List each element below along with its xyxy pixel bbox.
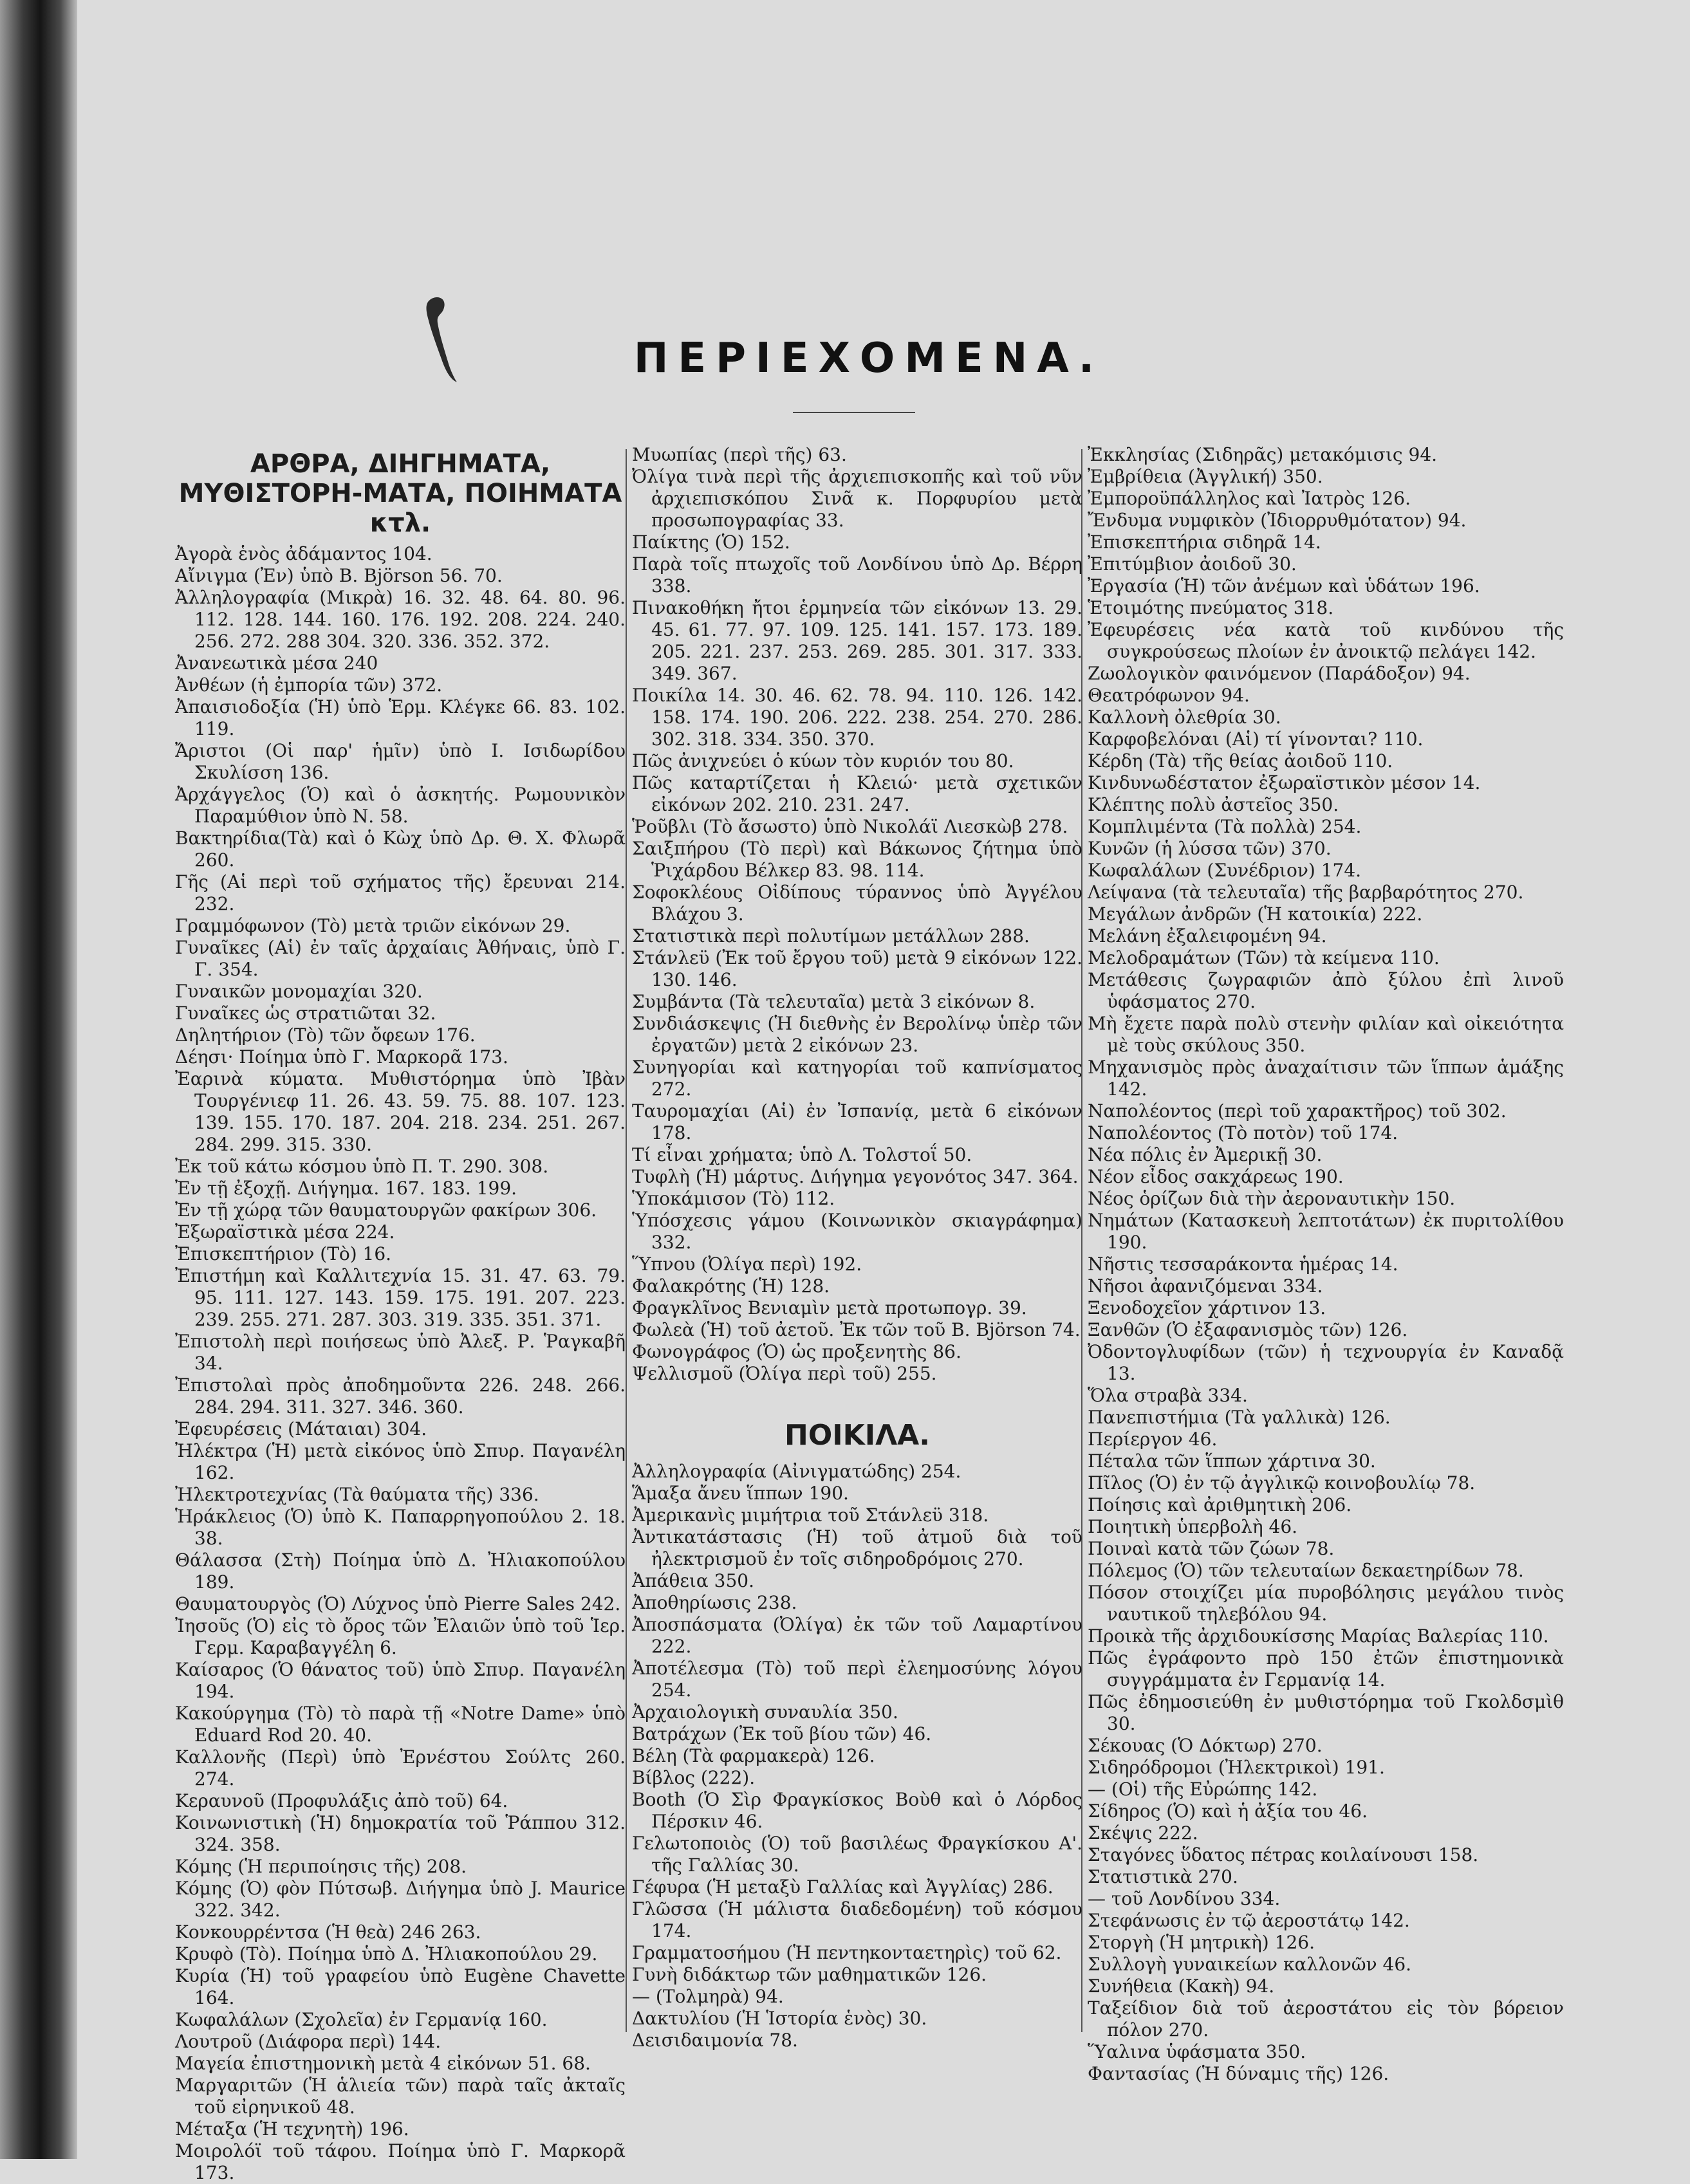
index-entry: Νῆσοι ἀφανιζόμεναι 334.: [1088, 1275, 1323, 1297]
index-entry: Βακτηρίδια(Τὰ) καὶ ὁ Κὼχ ὑπὸ Δρ. Θ. Χ. Φλωρᾶ 260.: [175, 828, 626, 871]
index-entry: Πῶς ἐδημοσιεύθη ἐν μυθιστόρημα τοῦ Γκολδσμὶθ 30.: [1088, 1691, 1564, 1734]
index-entry: Δέησι· Ποίημα ὑπὸ Γ. Μαρκορᾶ 173.: [175, 1046, 508, 1068]
index-entry: Κακούργημα (Τὸ) τὸ παρὰ τῇ «Notre Dame» ὑπὸ Eduard Rod 20. 40.: [175, 1703, 626, 1746]
index-entry: — (Τολμηρὰ) 94.: [632, 1986, 784, 2007]
page-title: ΠΕΡΙΕΧΟΜΕΝΑ.: [633, 335, 1104, 382]
ink-blot-mark: [418, 295, 463, 385]
index-entry: Ἐκ τοῦ κάτω κόσμου ὑπὸ Π. Τ. 290. 308.: [175, 1156, 549, 1177]
index-entry: Ἐμποροϋπάλληλος καὶ Ἰατρὸς 126.: [1088, 488, 1411, 509]
index-entry: Φραγκλῖνος Βενιαμὶν μετὰ προτωπογρ. 39.: [632, 1297, 1027, 1319]
index-entry: Ζωολογικὸν φαινόμενον (Παράδοξον) 94.: [1088, 663, 1471, 684]
index-entry: Παίκτης (Ὁ) 152.: [632, 532, 790, 553]
index-entry: — (Οἱ) τῆς Εὐρώπης 142.: [1088, 1779, 1318, 1800]
index-entry: Ἄριστοι (Οἱ παρ' ἡμῖν) ὑπὸ Ι. Ισιδωρίδου Σκυλίσση 136.: [175, 740, 626, 783]
index-entry: Νῆστις τεσσαράκοντα ἡμέρας 14.: [1088, 1254, 1398, 1275]
index-entry: Ἑτοιμότης πνεύματος 318.: [1088, 597, 1334, 618]
index-entry: Γυναικῶν μονομαχίαι 320.: [175, 981, 423, 1002]
index-entry: Συμβάντα (Τὰ τελευταῖα) μετὰ 3 εἰκόνων 8.: [632, 991, 1035, 1012]
column-2: [632, 444, 1082, 2051]
index-entry: Κινδυνωδέστατον ἐξωραϊστικὸν μέσον 14.: [1088, 772, 1481, 793]
index-entry: Στάνλεϋ (Ἐκ τοῦ ἔργου τοῦ) μετὰ 9 εἰκόνων 122. 130. 146.: [632, 947, 1082, 990]
index-entry: Κομπλιμέντα (Τὰ πολλὰ) 254.: [1088, 816, 1362, 837]
index-entry: Ἠλέκτρα (Ἡ) μετὰ εἰκόνος ὑπὸ Σπυρ. Παγανέλη 162.: [175, 1440, 626, 1483]
entry-list: [632, 444, 1082, 1385]
index-entry: Συνήθεια (Κακὴ) 94.: [1088, 1976, 1275, 1997]
index-entry: Ἀποσπάσματα (Ὀλίγα) ἐκ τῶν τοῦ Λαμαρτίνου 222.: [632, 1614, 1082, 1657]
index-entry: Προικὰ τῆς ἀρχιδουκίσσης Μαρίας Βαλερίας 110.: [1088, 1625, 1549, 1647]
index-entry: Ὑπόσχεσις γάμου (Κοινωνικὸν σκιαγράφημα) 332.: [632, 1210, 1082, 1253]
index-entry: Δηλητήριον (Τὸ) τῶν ὄφεων 176.: [175, 1024, 476, 1046]
index-entry: Ἐπιστολαὶ πρὸς ἀποδημοῦντα 226. 248. 266. 284. 294. 311. 327. 346. 360.: [175, 1374, 626, 1418]
index-entry: Λουτροῦ (Διάφορα περὶ) 144.: [175, 2031, 441, 2052]
index-entry: Ἀποτέλεσμα (Τὸ) τοῦ περὶ ἐλεημοσύνης λόγου 254.: [632, 1658, 1082, 1701]
index-entry: Ἀνθέων (ἡ ἐμπορία τῶν) 372.: [175, 674, 443, 696]
index-entry: Ψελλισμοῦ (Ὀλίγα περὶ τοῦ) 255.: [632, 1363, 937, 1384]
index-entry: Ὅλα στραβὰ 334.: [1088, 1385, 1248, 1406]
index-entry: Φαντασίας (Ἡ δύναμις τῆς) 126.: [1088, 2063, 1389, 2084]
index-entry: Ὕπνου (Ὀλίγα περὶ) 192.: [632, 1254, 862, 1275]
index-entry: Μοιρολόϊ τοῦ τάφου. Ποίημα ὑπὸ Γ. Μαρκορᾶ 173.: [175, 2140, 626, 2183]
index-entry: Ξενοδοχεῖον χάρτινον 13.: [1088, 1297, 1326, 1319]
index-entry: Μαγεία ἐπιστημονικὴ μετὰ 4 εἰκόνων 51. 68.: [175, 2053, 591, 2074]
column-3: [1088, 444, 1564, 2085]
index-entry: Μετάθεσις ζωγραφιῶν ἀπὸ ξύλου ἐπὶ λινοῦ ὑφάσματος 270.: [1088, 969, 1564, 1012]
index-entry: Ἀλληλογραφία (Αἰνιγματώδης) 254.: [632, 1461, 961, 1482]
index-entry: Γυνὴ διδάκτωρ τῶν μαθηματικῶν 126.: [632, 1964, 987, 1985]
index-entry: Νέα πόλις ἐν Ἀμερικῇ 30.: [1088, 1144, 1323, 1165]
index-entry: Μεγάλων ἀνδρῶν (Ἡ κατοικία) 222.: [1088, 903, 1423, 925]
index-entry: Στατιστικὰ 270.: [1088, 1866, 1238, 1887]
index-entry: Ἐπισκεπτήριον (Τὸ) 16.: [175, 1243, 392, 1264]
index-entry: Βατράχων (Ἐκ τοῦ βίου τῶν) 46.: [632, 1723, 932, 1744]
index-entry: Ποίησις καὶ ἀριθμητικὴ 206.: [1088, 1494, 1352, 1515]
index-entry: Νέος ὁρίζων διὰ τὴν ἀεροναυτικὴν 150.: [1088, 1188, 1456, 1209]
entry-list: [632, 1461, 1082, 2051]
index-entry: Ἔνδυμα νυμφικὸν (Ἰδιορρυθμότατον) 94.: [1088, 510, 1467, 531]
index-entry: Γυναῖκες ὡς στρατιῶται 32.: [175, 1003, 436, 1024]
index-entry: Αἴνιγμα (Ἐν) ὑπὸ Β. Björson 56. 70.: [175, 565, 503, 586]
index-entry: Πῶς ἐγράφοντο πρὸ 150 ἐτῶν ἐπιστημονικὰ συγγράμματα ἐν Γερμανίᾳ 14.: [1088, 1647, 1564, 1690]
index-entry: Ταξείδιον διὰ τοῦ ἀεροστάτου εἰς τὸν βόρειον πόλον 270.: [1088, 1997, 1564, 2041]
index-entry: Μελάνη ἐξαλειφομένη 94.: [1088, 925, 1327, 947]
index-entry: Καλλονῆς (Περὶ) ὑπὸ Ἐρνέστου Σούλτς 260. 274.: [175, 1746, 626, 1790]
index-entry: Ἀπαισιοδοξία (Ἡ) ὑπὸ Ἑρμ. Κλέγκε 66. 83. 102. 119.: [175, 696, 626, 739]
index-entry: Πόλεμος (Ὁ) τῶν τελευταίων δεκαετηρίδων 78.: [1088, 1560, 1524, 1581]
index-entry: Φαλακρότης (Ἡ) 128.: [632, 1275, 830, 1297]
index-entry: Ὑποκάμισον (Τὸ) 112.: [632, 1188, 835, 1209]
index-entry: Παρὰ τοῖς πτωχοῖς τοῦ Λονδίνου ὑπὸ Δρ. Βέρρη 338.: [632, 553, 1082, 597]
index-entry: Ἰησοῦς (Ὁ) εἰς τὸ ὄρος τῶν Ἐλαιῶν ὑπὸ τοῦ Ἱερ. Γερμ. Καραβαγγέλη 6.: [175, 1615, 626, 1658]
index-entry: Ἀμερικανὶς μιμήτρια τοῦ Στάνλεϋ 318.: [632, 1504, 989, 1526]
index-entry: Κλέπτης πολὺ ἀστεῖος 350.: [1088, 794, 1339, 815]
index-entry: Καλλονὴ ὀλεθρία 30.: [1088, 707, 1281, 728]
index-entry: Κρυφὸ (Τὸ). Ποίημα ὑπὸ Δ. Ἠλιακοπούλου 29.: [175, 1943, 598, 1965]
index-entry: Λείψανα (τὰ τελευταῖα) τῆς βαρβαρότητος 270.: [1088, 882, 1524, 903]
section-heading-miscellany: ΠΟΙΚΙΛΑ.: [785, 1419, 930, 1452]
index-entry: Πινακοθήκη ἤτοι ἑρμηνεία τῶν εἰκόνων 13. 29. 45. 61. 77. 97. 109. 125. 141. 157. 173. 189. 205. 221. 237. 253. 269. 285. 301. 317. 333. 349. 367.: [632, 597, 1082, 684]
index-entry: Τί εἶναι χρήματα; ὑπὸ Λ. Τολστοΐ 50.: [632, 1144, 972, 1165]
index-entry: Ἀπάθεια 350.: [632, 1570, 755, 1591]
index-entry: Κεραυνοῦ (Προφυλάξις ἀπὸ τοῦ) 64.: [175, 1790, 508, 1811]
index-entry: Πῶς καταρτίζεται ἡ Κλειώ· μετὰ σχετικῶν εἰκόνων 202. 210. 231. 247.: [632, 772, 1082, 815]
book-spine-shadow: [0, 0, 77, 2159]
index-entry: Βίβλος (222).: [632, 1767, 756, 1788]
index-entry: Ἐν τῇ ἐξοχῇ. Διήγημα. 167. 183. 199.: [175, 1178, 517, 1199]
index-entry: Ἀλληλογραφία (Μικρὰ) 16. 32. 48. 64. 80. 96. 112. 128. 144. 160. 176. 192. 208. 224. 240. 256. 272. 288 304. 320. 336. 352. 372.: [175, 587, 626, 652]
index-entry: Ἐμβρίθεια (Ἀγγλική) 350.: [1088, 466, 1323, 487]
index-entry: Στατιστικὰ περὶ πολυτίμων μετάλλων 288.: [632, 925, 1030, 947]
index-entry: Ἅμαξα ἄνευ ἵππων 190.: [632, 1483, 849, 1504]
index-entry: Δακτυλίου (Ἡ Ἱστορία ἑνὸς) 30.: [632, 2008, 927, 2029]
index-entry: Ὀδοντογλυφίδων (τῶν) ἡ τεχνουργία ἐν Καναδᾷ 13.: [1088, 1341, 1564, 1384]
index-entry: Γραμματοσήμου (Ἡ πεντηκονταετηρὶς) τοῦ 62.: [632, 1942, 1062, 1963]
index-entry: Στοργὴ (Ἡ μητρικὴ) 126.: [1088, 1932, 1315, 1953]
index-entry: Ναπολέοντος (Τὸ ποτὸν) τοῦ 174.: [1088, 1122, 1398, 1143]
index-entry: Κόμης (Ὁ) φὸν Πύτσωβ. Διήγημα ὑπὸ J. Maurice 322. 342.: [175, 1878, 626, 1921]
index-entry: Κοινωνιστικὴ (Ἡ) δημοκρατία τοῦ Ῥάππου 312. 324. 358.: [175, 1812, 626, 1855]
index-entry: Θαυματουργὸς (Ὁ) Λύχνος ὑπὸ Pierre Sales 242.: [175, 1593, 621, 1615]
index-entry: Πέταλα τῶν ἵππων χάρτινα 30.: [1088, 1450, 1376, 1472]
index-entry: Ποικίλα 14. 30. 46. 62. 78. 94. 110. 126. 142. 158. 174. 190. 206. 222. 238. 254. 270. 286. 302. 318. 334. 350. 370.: [632, 685, 1082, 750]
index-entry: Ταυρομαχίαι (Αἱ) ἐν Ἰσπανίᾳ, μετὰ 6 εἰκόνων 178.: [632, 1100, 1082, 1143]
index-entry: Ἀνανεωτικὰ μέσα 240: [175, 652, 378, 674]
index-entry: Ἐργασία (Ἡ) τῶν ἀνέμων καὶ ὑδάτων 196.: [1088, 575, 1480, 597]
index-entry: Ὀλίγα τινὰ περὶ τῆς ἀρχιεπισκοπῆς καὶ τοῦ νῦν ἀρχιεπισκόπου Σινᾶ κ. Πορφυρίου μετὰ προσωπογραφίας 33.: [632, 466, 1082, 531]
index-entry: Ἐπισκεπτήρια σιδηρᾶ 14.: [1088, 532, 1321, 553]
index-entry: Συνδιάσκεψις (Ἡ διεθνὴς ἐν Βερολίνῳ ὑπὲρ τῶν ἐργατῶν) μετὰ 2 εἰκόνων 23.: [632, 1013, 1082, 1056]
index-entry: Ἐαρινὰ κύματα. Μυθιστόρημα ὑπὸ Ἰβὰν Τουργένιεφ 11. 26. 43. 59. 75. 88. 107. 123. 139. 155. 170. 187. 204. 218. 234. 251. 267. 284. 299. 315. 330.: [175, 1068, 626, 1155]
index-entry: Νημάτων (Κατασκευὴ λεπτοτάτων) ἐκ πυριτολίθου 190.: [1088, 1210, 1564, 1253]
index-entry: Ἀρχαιολογικὴ συναυλία 350.: [632, 1701, 898, 1723]
index-entry: Ἐπιστήμη καὶ Καλλιτεχνία 15. 31. 47. 63. 79. 95. 111. 127. 143. 159. 175. 191. 207. 223. 239. 255. 271. 287. 303. 319. 335. 351. 371.: [175, 1265, 626, 1330]
index-entry: Συλλογὴ γυναικείων καλλονῶν 46.: [1088, 1954, 1412, 1975]
index-entry: Γελωτοποιὸς (Ὁ) τοῦ βασιλέως Φραγκίσκου Α'. τῆς Γαλλίας 30.: [632, 1833, 1082, 1876]
index-entry: Γραμμόφωνον (Τὸ) μετὰ τριῶν εἰκόνων 29.: [175, 915, 571, 936]
index-entry: Booth (Ὁ Σὶρ Φραγκίσκος Βοὺθ καὶ ὁ Λόρδος Πέρσκιν 46.: [632, 1789, 1082, 1832]
index-entry: Ἐκκλησίας (Σιδηρᾶς) μετακόμισις 94.: [1088, 444, 1438, 465]
index-entry: Ἀντικατάστασις (Ἡ) τοῦ ἀτμοῦ διὰ τοῦ ἠλεκτρισμοῦ ἐν τοῖς σιδηροδρόμοις 270.: [632, 1526, 1082, 1569]
index-entry: Θεατρόφωνον 94.: [1088, 685, 1250, 706]
entry-list: [175, 543, 626, 2184]
index-entry: Ποιητικὴ ὑπερβολὴ 46.: [1088, 1516, 1298, 1537]
index-entry: Μέταξα (Ἡ τεχνητὴ) 196.: [175, 2118, 409, 2140]
index-entry: Πόσον στοιχίζει μία πυροβόλησις μεγάλου τινὸς ναυτικοῦ τηλεβόλου 94.: [1088, 1582, 1564, 1625]
index-entry: Κέρδη (Τὰ) τῆς θείας ἀοιδοῦ 110.: [1088, 750, 1393, 772]
index-entry: Βέλη (Τὰ φαρμακερὰ) 126.: [632, 1745, 875, 1766]
title-rule: [793, 412, 915, 413]
index-entry: Ὕαλινα ὑφάσματα 350.: [1088, 2041, 1306, 2062]
index-entry: Ποιναὶ κατὰ τῶν ζώων 78.: [1088, 1538, 1335, 1559]
index-entry: Γλῶσσα (Ἡ μάλιστα διαδεδομένη) τοῦ κόσμου 174.: [632, 1898, 1082, 1941]
index-entry: Κόμης (Ἡ περιποίησις τῆς) 208.: [175, 1856, 467, 1877]
index-entry: Γῆς (Αἱ περὶ τοῦ σχήματος τῆς) ἔρευναι 214. 232.: [175, 871, 626, 914]
index-entry: Δεισιδαιμονία 78.: [632, 2030, 798, 2051]
entry-list: [1088, 444, 1564, 2085]
index-entry: Ῥοῦβλι (Τὸ ἄσωστο) ὑπὸ Νικολάϊ Λιεσκὼβ 278.: [632, 816, 1068, 837]
index-entry: Πῶς ἀνιχνεύει ὁ κύων τὸν κυριόν του 80.: [632, 750, 1014, 772]
index-entry: Κυνῶν (ἡ λύσσα τῶν) 370.: [1088, 838, 1332, 859]
index-entry: Ἀρχάγγελος (Ὁ) καὶ ὁ ἀσκητής. Ρωμουνικὸν Παραμύθιον ὑπὸ Ν. 58.: [175, 784, 626, 827]
index-entry: Φωνογράφος (Ὁ) ὡς προξενητὴς 86.: [632, 1341, 961, 1362]
index-entry: Ἐφευρέσεις (Μάταιαι) 304.: [175, 1418, 427, 1439]
column-1: [175, 444, 626, 2184]
index-entry: Σέκουας (Ὁ Δόκτωρ) 270.: [1088, 1735, 1323, 1756]
index-entry: Μυωπίας (περὶ τῆς) 63.: [632, 444, 847, 465]
index-entry: Νέον εἶδος σακχάρεως 190.: [1088, 1166, 1344, 1187]
index-entry: Περίεργον 46.: [1088, 1429, 1218, 1450]
index-entry: Καρφοβελόναι (Αἱ) τί γίνονται? 110.: [1088, 728, 1424, 750]
index-entry: Ἐφευρέσεις νέα κατὰ τοῦ κινδύνου τῆς συγκρούσεως πλοίων ἐν ἀνοικτῷ πελάγει 142.: [1088, 619, 1564, 662]
index-entry: Κυρία (Ἡ) τοῦ γραφείου ὑπὸ Eugène Chavette 164.: [175, 1965, 626, 2008]
index-entry: Ἐπιστολὴ περὶ ποιήσεως ὑπὸ Ἀλεξ. Ρ. Ῥαγκαβῆ 34.: [175, 1331, 626, 1374]
index-entry: Γυναῖκες (Αἱ) ἐν ταῖς ἀρχαίαις Ἀθήναις, ὑπὸ Γ. Γ. 354.: [175, 937, 626, 980]
index-entry: Τυφλὴ (Ἡ) μάρτυς. Διήγημα γεγονότος 347. 364.: [632, 1166, 1079, 1187]
index-entry: Ἐπιτύμβιον ἀοιδοῦ 30.: [1088, 553, 1297, 575]
column-divider: [626, 449, 627, 2032]
index-entry: Ἠλεκτροτεχνίας (Τὰ θαύματα τῆς) 336.: [175, 1484, 539, 1505]
index-entry: Κονκουρρέντσα (Ἡ θεὰ) 246 263.: [175, 1921, 481, 1943]
index-entry: Ἐξωραϊστικὰ μέσα 224.: [175, 1221, 395, 1243]
index-entry: Πῖλος (Ὁ) ἐν τῷ ἀγγλικῷ κοινοβουλίῳ 78.: [1088, 1472, 1476, 1494]
index-entry: Ἡράκλειος (Ὁ) ὑπὸ Κ. Παπαρρηγοπούλου 2. 18. 38.: [175, 1506, 626, 1549]
index-entry: Ἀποθηρίωσις 238.: [632, 1592, 797, 1613]
index-entry: Ναπολέοντος (περὶ τοῦ χαρακτῆρος) τοῦ 302.: [1088, 1100, 1507, 1122]
index-entry: Γέφυρα (Ἡ μεταξὺ Γαλλίας καὶ Ἀγγλίας) 286.: [632, 1876, 1054, 1898]
index-entry: Στεφάνωσις ἐν τῷ ἀεροστάτῳ 142.: [1088, 1910, 1410, 1931]
index-entry: Κωφαλάλων (Σχολεῖα) ἐν Γερμανίᾳ 160.: [175, 2009, 548, 2030]
index-entry: Μελοδραμάτων (Τῶν) τὰ κείμενα 110.: [1088, 947, 1440, 968]
index-entry: Ἐν τῇ χώρᾳ τῶν θαυματουργῶν φακίρων 306.: [175, 1199, 597, 1221]
index-entry: Μαργαριτῶν (Ἡ ἁλιεία τῶν) παρὰ ταῖς ἀκταῖς τοῦ εἰρηνικοῦ 48.: [175, 2075, 626, 2118]
index-entry: Θάλασσα (Στὴ) Ποίημα ὑπὸ Δ. Ἠλιακοπούλου 189.: [175, 1550, 626, 1593]
index-entry: Ἀγορὰ ἑνὸς ἀδάμαντος 104.: [175, 543, 432, 564]
index-entry: Μὴ ἔχετε παρὰ πολὺ στενὴν φιλίαν καὶ οἰκειότητα μὲ τοὺς σκύλους 350.: [1088, 1013, 1564, 1056]
index-entry: Συνηγορίαι καὶ κατηγορίαι τοῦ καπνίσματος 272.: [632, 1057, 1082, 1100]
section-heading-articles: ΑΡΘΡΑ, ΔΙΗΓΗΜΑΤΑ, ΜΥΘΙΣΤΟΡΗ-ΜΑΤΑ, ΠΟΙΗΜΑΤΑ κτλ.: [178, 449, 622, 538]
index-entry: Σαιξπήρου (Τὸ περὶ) καὶ Βάκωνος ζήτημα ὑπὸ Ῥιχάρδου Βέλκερ 83. 98. 114.: [632, 838, 1082, 881]
index-entry: Ξανθῶν (Ὁ ἐξαφανισμὸς τῶν) 126.: [1088, 1319, 1408, 1340]
index-entry: Σίδηρος (Ὁ) καὶ ἡ ἀξία του 46.: [1088, 1800, 1368, 1822]
index-entry: Σκέψις 222.: [1088, 1822, 1198, 1844]
index-entry: Πανεπιστήμια (Τὰ γαλλικὰ) 126.: [1088, 1407, 1391, 1428]
index-entry: Μηχανισμὸς πρὸς ἀναχαίτισιν τῶν ἵππων ἁμάξης 142.: [1088, 1057, 1564, 1100]
index-entry: Σιδηρόδρομοι (Ἠλεκτρικοὶ) 191.: [1088, 1757, 1385, 1778]
index-entry: Καίσαρος (Ὁ θάνατος τοῦ) ὑπὸ Σπυρ. Παγανέλη 194.: [175, 1659, 626, 1702]
index-entry: — τοῦ Λονδίνου 334.: [1088, 1888, 1281, 1909]
index-entry: Σοφοκλέους Οἰδίπους τύραννος ὑπὸ Ἀγγέλου Βλάχου 3.: [632, 882, 1082, 925]
index-entry: Κωφαλάλων (Συνέδριον) 174.: [1088, 860, 1362, 881]
index-entry: Φωλεὰ (Ἡ) τοῦ ἀετοῦ. Ἐκ τῶν τοῦ Β. Björson 74.: [632, 1319, 1081, 1340]
index-entry: Σταγόνες ὕδατος πέτρας κοιλαίνουσι 158.: [1088, 1844, 1479, 1865]
